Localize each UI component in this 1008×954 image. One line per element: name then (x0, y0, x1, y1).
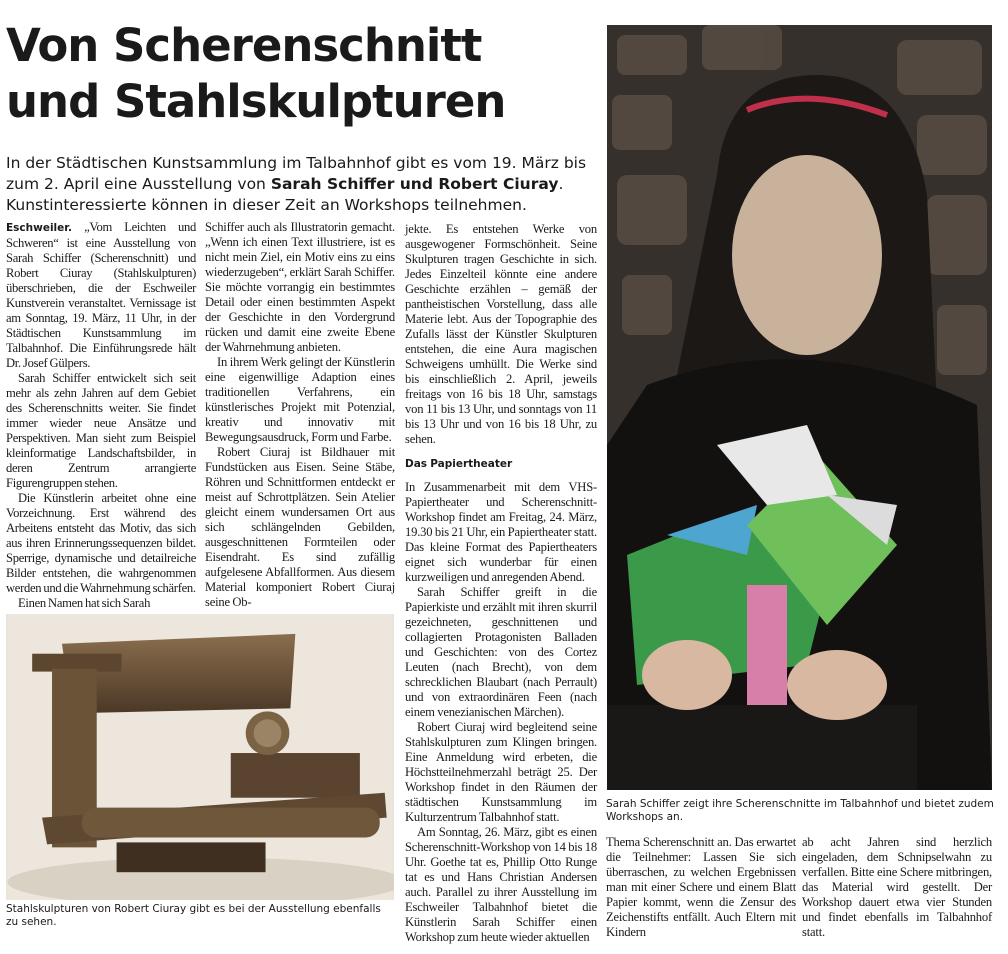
headline-line-1: Von Scherenschnitt (6, 19, 482, 72)
paragraph: Thema Scherenschnitt an. Das erwartet die Teilnehmer: Lassen Sie sich überraschen, zu welchen Ergebnissen man mit einer Schere und einem Blatt Papier kommt, wenn die Zensur des Zeichenstifts entfällt. Auch Eltern mit Kindern (606, 835, 796, 939)
article-column-5 (802, 835, 992, 940)
lead-artists: Sarah Schiffer und Robert Ciuray (270, 175, 559, 193)
article-column-1 (6, 220, 196, 611)
paragraph: Die Künstlerin arbeitet ohne eine Vorzeichnung. Erst während des Arbeitens entsteht das Motiv, das sich aus ihren Erinnerungssequenzen bildet. Sperrige, dynamische und detailreiche Bilder entstehen, die wahrgenommen werden und die Wahrnehmung schärfen. (6, 491, 196, 595)
portrait-caption: Sarah Schiffer zeigt ihre Scherenschnitte im Talbahnhof und bietet zudem Workshops an. (606, 798, 994, 823)
headline-line-2: und Stahlskulpturen (6, 75, 506, 128)
paragraph: Am Sonntag, 26. März, gibt es einen Scherenschnitt-Workshop von 14 bis 18 Uhr. Goethe tat es, Phillip Otto Runge tat es und Hans Christian Andersen auch. Parallel zu ihrer Ausstellung im Eschweiler Talbahnhof bietet die Künstlerin Sarah Schiffer einen Workshop zum heute wieder aktuellen (405, 825, 597, 944)
portrait-image (607, 25, 992, 790)
paragraph: Robert Ciuraj ist Bildhauer mit Fundstücken aus Eisen. Seine Stäbe, Röhren und Schnittformen entdeckt er meist auf Schrottplätzen. Sein Atelier gleicht einem wundersamen Ort aus sich schlängelnden Gebilden, ausgeschnittenen Formteilen oder Eisendraht. Es sind zufällig aufgelesene Abfallformen. Aus diesem Material komponiert Robert Ciuraj seine Ob- (205, 445, 395, 609)
sculpture-caption: Stahlskulpturen von Robert Ciuray gibt es bei der Ausstellung ebenfalls zu sehen. (6, 903, 381, 928)
portrait-photo (607, 25, 992, 790)
paragraph: In Zusammenarbeit mit dem VHS-Papiertheater und Scherenschnitt-Workshop findet am Freitag, 24. März, 19.30 bis 21 Uhr, ein Papiertheater statt. Das kleine Format des Papiertheaters eignet sich wunderbar für einen kurzweiligen und anregenden Abend. (405, 480, 597, 584)
lead-paragraph (6, 153, 606, 216)
article-column-4 (606, 835, 796, 940)
lead-text: In der Städtischen Kunstsammlung im Talbahnhof gibt es vom 19. März bis zum 2. April eine Ausstellung von (6, 154, 587, 193)
paragraph-text: „Vom Leichten und Schweren“ ist eine Ausstellung von Sarah Schiffer (Scherenschnitt) und Robert Ciuray (Stahlskulpturen) überschrieben, die der Eschweiler Kunstverein veranstaltet. Vernissage ist am Sonntag, 19. März, 11 Uhr, in der Städtischen Kunstsammlung im Talbahnhof. Die Einführungsrede hält Dr. Josef Gülpers. (6, 220, 196, 370)
paragraph: Schiffer auch als Illustratorin gemacht. „Wenn ich einen Text illustriere, ist es nicht mein Ziel, ein Motiv eins zu eins wiederzugeben“, erklärt Sarah Schiffer. Sie möchte vorrangig ein bestimmtes Detail oder einen bestimmten Aspekt der Geschichte in den Vordergrund rücken und damit eine zweite Ebene der Wahrnehmung anbieten. (205, 220, 395, 354)
paragraph: ab acht Jahren sind herzlich eingeladen, dem Schnipselwahn zu verfallen. Bitte eine Schere mitbringen, das Material wird gestellt. Der Workshop dauert etwa vier Stunden und findet ebenfalls im Talbahnhof statt. (802, 835, 992, 939)
paragraph (6, 220, 196, 371)
sculpture-photo (6, 614, 394, 900)
headline (6, 18, 606, 130)
paragraph: In ihrem Werk gelingt der Künstlerin eine eigenwillige Adaption eines traditionellen Verfahrens, ein künstlerisches Projekt mit Potenzial, kreativ und innovativ mit Bewegungsausdruck, Form und Farbe. (205, 355, 395, 444)
lead-text-end: . Kunstinteressierte können in dieser Zeit an Workshops teilnehmen. (6, 175, 564, 214)
paragraph: Sarah Schiffer greift in die Papierkiste und erzählt mit ihren skurril gezeichneten, geschnittenen und collagierten Protagonisten Balladen und Geschichten: von des Cortez Leuten (nach Brecht), von dem schrecklichen Blaubart (nach Perrault) und von extraordinären Feen (nach einem venezianischen Märchen). (405, 585, 597, 719)
paragraph: Robert Ciuraj wird begleitend seine Stahlskulpturen zum Klingen bringen. Eine Anmeldung wird erbeten, die Höchstteilnehmerzahl beträgt 25. Der Workshop findet in den Räumen der städtischen Kunstsammlung im Kulturzentrum Talbahnhof statt. (405, 720, 597, 824)
article-column-3 (405, 222, 597, 945)
paragraph: Sarah Schiffer entwickelt sich seit mehr als zehn Jahren auf dem Gebiet des Scherenschnitts weiter. Sie findet immer wieder neue Ansätze und Perspektiven. Man sieht zum Beispiel kleinformatige Landschaftsbilder, in deren Zentrum arrangierte Figurengruppen stehen. (6, 371, 196, 490)
paragraph: jekte. Es entstehen Werke von ausgewogener Formschönheit. Seine Skulpturen tragen Geschichte in sich. Jedes Einzelteil könnte eine andere Geschichte erzählen – gemäß der pantheistischen Vorstellung, dass alle Materie lebt. Aus der Topographie des Zufalls lässt der Künstler Skulpturen entstehen, die eine Aura magischen Schweigens umhüllt. Die Werke sind bis einschließlich 2. April, jeweils freitags von 16 bis 18 Uhr, samstags von 11 bis 13 Uhr, und sonntags von 11 bis 13 Uhr und von 16 bis 18 Uhr, zu sehen. (405, 222, 597, 446)
subheading: Das Papiertheater (405, 458, 513, 470)
dateline: Eschweiler. (6, 222, 72, 234)
article-column-2 (205, 220, 395, 610)
sculpture-image (6, 614, 394, 900)
paragraph: Einen Namen hat sich Sarah (18, 596, 151, 610)
